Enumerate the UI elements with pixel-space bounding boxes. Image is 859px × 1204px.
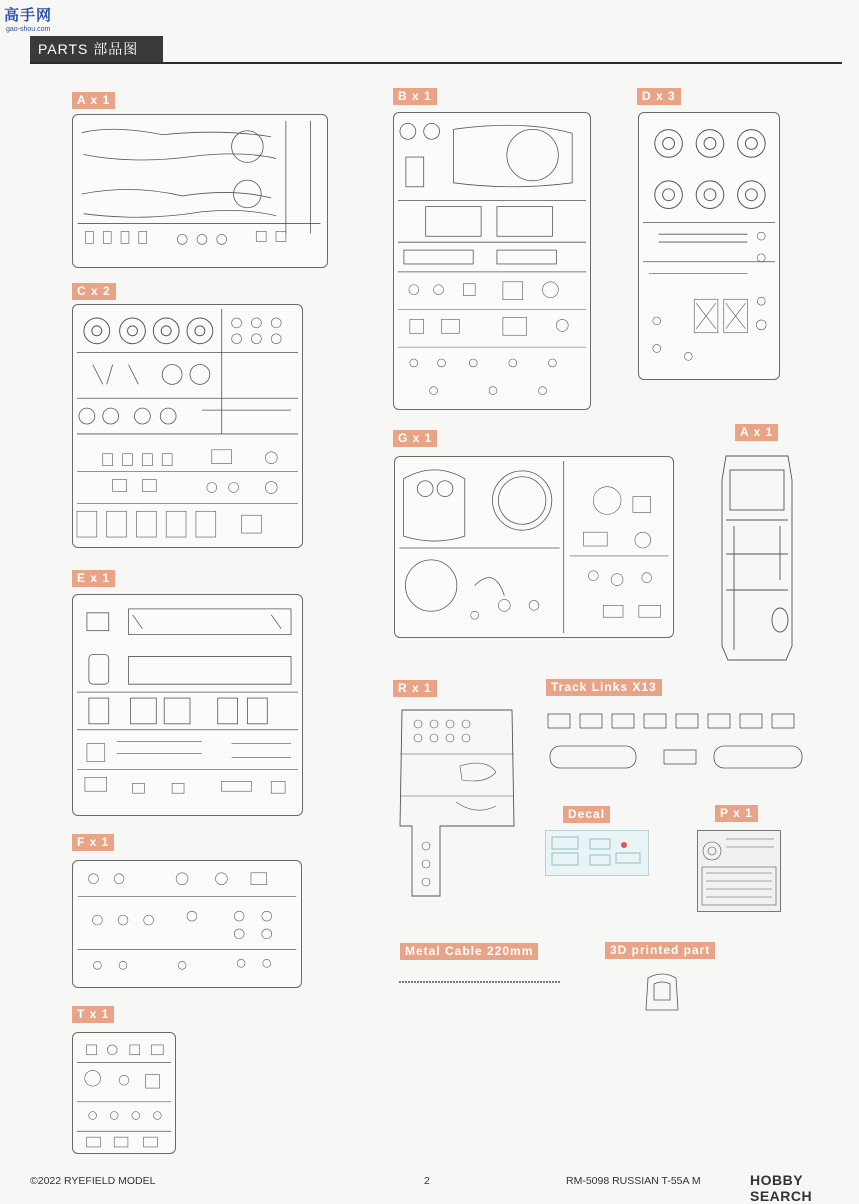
sprue-c-diagram	[72, 304, 303, 548]
photo-etch-label: P x 1	[715, 805, 758, 822]
header-rule	[30, 62, 842, 64]
metal-cable-drawing	[399, 972, 561, 978]
track-links-diagram	[544, 708, 814, 774]
sprue-d-label: D x 3	[637, 88, 681, 105]
sprue-e-diagram	[72, 594, 303, 816]
watermark-logo-text: 高手网	[4, 7, 53, 24]
sprue-f-label: F x 1	[72, 834, 114, 851]
sprue-f-diagram	[72, 860, 302, 988]
hull-a-label: A x 1	[735, 424, 778, 441]
sprue-g-label: G x 1	[393, 430, 437, 447]
sprue-g-diagram	[394, 456, 674, 638]
sprue-e-label: E x 1	[72, 570, 115, 587]
sprue-r-label: R x 1	[393, 680, 437, 697]
sprue-c-label: C x 2	[72, 283, 116, 300]
printed-part-label: 3D printed part	[605, 942, 715, 959]
photo-etch-sheet	[697, 830, 781, 912]
sprue-t-diagram	[72, 1032, 176, 1154]
decal-label: Decal	[563, 806, 610, 823]
page-title: PARTS 部品图	[30, 36, 163, 62]
sprue-r-diagram	[396, 706, 518, 904]
product-title: RM-5098 RUSSIAN T-55A M	[566, 1175, 701, 1187]
watermark-logo-url: gao-shou.com	[6, 26, 51, 33]
sprue-b-diagram	[393, 112, 591, 410]
sprue-b-label: B x 1	[393, 88, 437, 105]
printed-part-drawing	[642, 970, 682, 1016]
hull-a-diagram	[720, 450, 794, 666]
site-watermark-logo	[4, 4, 72, 38]
track-links-label: Track Links X13	[546, 679, 662, 696]
sprue-d-diagram	[638, 112, 780, 380]
copyright-text: ©2022 RYEFIELD MODEL	[30, 1175, 156, 1187]
sprue-a-label: A x 1	[72, 92, 115, 109]
sprue-t-label: T x 1	[72, 1006, 114, 1023]
decal-sheet	[545, 830, 649, 876]
sprue-a-diagram	[72, 114, 328, 268]
page-number: 2	[424, 1175, 430, 1187]
metal-cable-label: Metal Cable 220mm	[400, 943, 538, 960]
hobby-search-text: HOBBY SEARCH	[750, 1172, 813, 1204]
hobby-search-watermark	[750, 1172, 859, 1204]
